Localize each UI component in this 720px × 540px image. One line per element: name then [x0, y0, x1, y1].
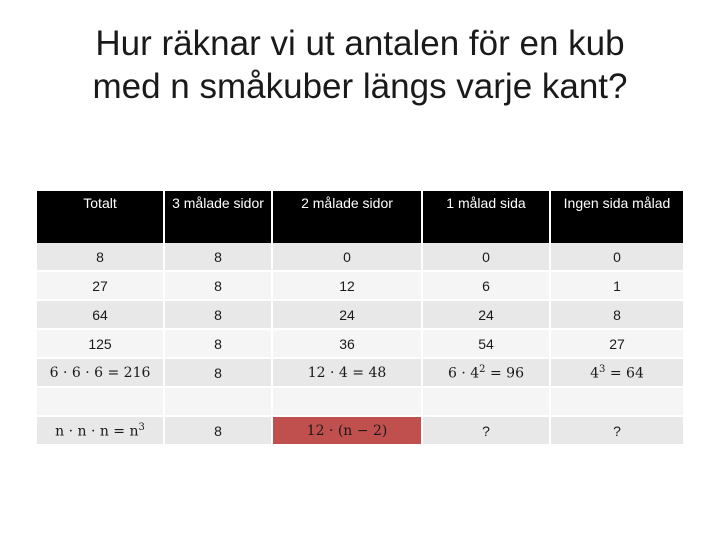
cell-three: 8: [165, 301, 273, 330]
general-row: [37, 417, 683, 446]
formula-two: 12 · 4 = 48: [273, 359, 423, 388]
formula-one: $6 \cdot 4^2 = 96$: [423, 359, 551, 388]
general-three: 8: [165, 417, 273, 446]
cell-one: 54: [423, 330, 551, 359]
title-line-1: Hur räknar vi ut antalen för en kub: [95, 24, 625, 63]
title-line-2: med n småkuber längs varje kant?: [92, 67, 628, 106]
cell-total: 27: [37, 272, 165, 301]
cell-one: 24: [423, 301, 551, 330]
cell-three: 8: [165, 330, 273, 359]
cell-three: 8: [165, 243, 273, 272]
cell-one: 0: [423, 243, 551, 272]
general-two-highlighted: 12 · (n − 2): [273, 417, 423, 446]
header-three-painted: 3 målade sidor: [165, 191, 273, 243]
cube-count-table: [37, 191, 683, 446]
formula-row: [37, 359, 683, 388]
table-row: [37, 272, 683, 301]
general-total: $n \cdot n \cdot n = n^3$: [37, 417, 165, 446]
cell-none: 8: [551, 301, 683, 330]
cell-total: 125: [37, 330, 165, 359]
header-total: Totalt: [37, 191, 165, 243]
general-none: ?: [551, 417, 683, 446]
formula-three: 8: [165, 359, 273, 388]
cell-none: 27: [551, 330, 683, 359]
cell-one: 6: [423, 272, 551, 301]
cell-none: 1: [551, 272, 683, 301]
header-row: [37, 191, 683, 243]
cell-two: 24: [273, 301, 423, 330]
cell-total: 8: [37, 243, 165, 272]
cell-none: 0: [551, 243, 683, 272]
formula-total: 6 · 6 · 6 = 216: [37, 359, 165, 388]
table-row: [37, 301, 683, 330]
table-row: [37, 330, 683, 359]
general-one: ?: [423, 417, 551, 446]
cell-two: 36: [273, 330, 423, 359]
table-row: [37, 243, 683, 272]
cell-two: 0: [273, 243, 423, 272]
header-none-painted: Ingen sida målad: [551, 191, 683, 243]
cell-total: 64: [37, 301, 165, 330]
cell-two: 12: [273, 272, 423, 301]
header-two-painted: 2 målade sidor: [273, 191, 423, 243]
header-one-painted: 1 målad sida: [423, 191, 551, 243]
slide-title: [0, 22, 720, 108]
formula-none: $4^3 = 64$: [551, 359, 683, 388]
cell-three: 8: [165, 272, 273, 301]
empty-row: [37, 388, 683, 417]
